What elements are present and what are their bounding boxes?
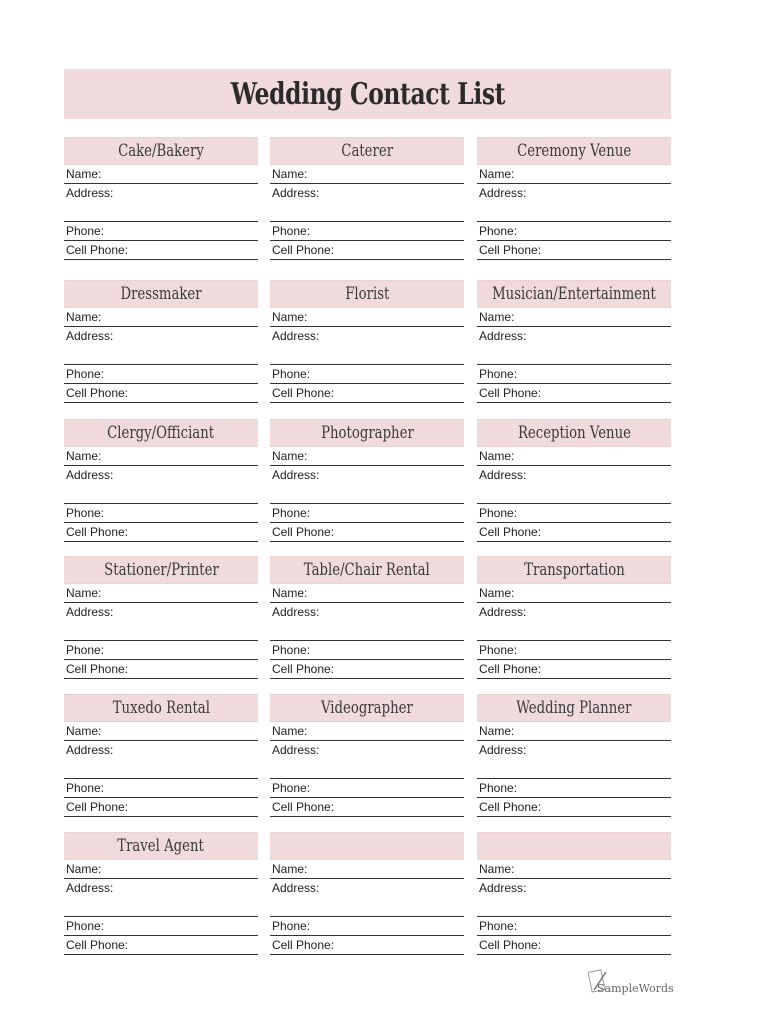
card-header: [477, 280, 671, 308]
name-field[interactable]: Name:: [270, 447, 464, 466]
cell-phone-field[interactable]: Cell Phone:: [477, 660, 671, 679]
contact-card: [270, 419, 464, 542]
card-title: Florist: [344, 284, 390, 304]
card-title: Reception Venue: [517, 423, 631, 443]
address-field[interactable]: Address:: [477, 879, 671, 917]
address-field[interactable]: Address:: [477, 327, 671, 365]
cell-phone-field[interactable]: Cell Phone:: [477, 798, 671, 817]
phone-field[interactable]: Phone:: [64, 641, 258, 660]
cell-phone-field[interactable]: Cell Phone:: [64, 660, 258, 679]
card-header: [270, 694, 464, 722]
card-title: Cake/Bakery: [118, 141, 204, 161]
contact-card: [270, 137, 464, 260]
card-title: Wedding Planner: [516, 698, 632, 718]
name-field[interactable]: Name:: [270, 860, 464, 879]
page-title: Wedding Contact List: [230, 76, 505, 112]
card-header: [270, 832, 464, 860]
phone-field[interactable]: Phone:: [270, 779, 464, 798]
address-field[interactable]: Address:: [477, 184, 671, 222]
name-field[interactable]: Name:: [64, 584, 258, 603]
phone-field[interactable]: Phone:: [64, 779, 258, 798]
address-field[interactable]: Address:: [64, 879, 258, 917]
address-field[interactable]: Address:: [64, 184, 258, 222]
contact-card: [64, 137, 258, 260]
address-field[interactable]: Address:: [477, 466, 671, 504]
sample-words-logo: [588, 970, 674, 998]
address-field[interactable]: Address:: [270, 184, 464, 222]
cell-phone-field[interactable]: Cell Phone:: [270, 936, 464, 955]
address-field[interactable]: Address:: [64, 466, 258, 504]
cell-phone-field[interactable]: Cell Phone:: [477, 936, 671, 955]
phone-field[interactable]: Phone:: [270, 917, 464, 936]
address-field[interactable]: Address:: [270, 741, 464, 779]
phone-field[interactable]: Phone:: [477, 641, 671, 660]
contact-card: [64, 280, 258, 403]
address-field[interactable]: Address:: [270, 327, 464, 365]
phone-field[interactable]: Phone:: [477, 917, 671, 936]
name-field[interactable]: Name:: [270, 165, 464, 184]
contact-card: [64, 832, 258, 955]
address-field[interactable]: Address:: [270, 603, 464, 641]
card-header: [64, 694, 258, 722]
name-field[interactable]: Name:: [477, 165, 671, 184]
cell-phone-field[interactable]: Cell Phone:: [64, 936, 258, 955]
card-header: [64, 419, 258, 447]
address-field[interactable]: Address:: [270, 466, 464, 504]
card-header: [477, 419, 671, 447]
cell-phone-field[interactable]: Cell Phone:: [64, 523, 258, 542]
name-field[interactable]: Name:: [477, 308, 671, 327]
card-title: Tuxedo Rental: [112, 698, 210, 718]
contact-card: [64, 419, 258, 542]
card-header: [477, 832, 671, 860]
name-field[interactable]: Name:: [64, 165, 258, 184]
card-title: Caterer: [341, 141, 393, 161]
card-title: Transportation: [523, 560, 625, 580]
phone-field[interactable]: Phone:: [64, 504, 258, 523]
contact-card: [270, 832, 464, 955]
cell-phone-field[interactable]: Cell Phone:: [477, 241, 671, 260]
name-field[interactable]: Name:: [477, 860, 671, 879]
phone-field[interactable]: Phone:: [64, 917, 258, 936]
card-header: [270, 137, 464, 165]
phone-field[interactable]: Phone:: [477, 779, 671, 798]
name-field[interactable]: Name:: [64, 722, 258, 741]
cell-phone-field[interactable]: Cell Phone:: [270, 384, 464, 403]
card-title: Musician/Entertainment: [492, 284, 656, 304]
cell-phone-field[interactable]: Cell Phone:: [270, 523, 464, 542]
contact-card: [477, 694, 671, 817]
address-field[interactable]: Address:: [477, 603, 671, 641]
phone-field[interactable]: Phone:: [64, 365, 258, 384]
name-field[interactable]: Name:: [477, 584, 671, 603]
card-header: [64, 556, 258, 584]
cell-phone-field[interactable]: Cell Phone:: [270, 798, 464, 817]
card-header: [64, 280, 258, 308]
name-field[interactable]: Name:: [64, 860, 258, 879]
card-title: Clergy/Officiant: [107, 423, 215, 443]
contact-card: [477, 419, 671, 542]
card-title: Travel Agent: [117, 836, 205, 856]
address-field[interactable]: Address:: [477, 741, 671, 779]
phone-field[interactable]: Phone:: [477, 222, 671, 241]
phone-field[interactable]: Phone:: [477, 365, 671, 384]
name-field[interactable]: Name:: [64, 447, 258, 466]
contact-card: [270, 280, 464, 403]
cell-phone-field[interactable]: Cell Phone:: [64, 798, 258, 817]
phone-field[interactable]: Phone:: [270, 365, 464, 384]
contact-card: [270, 694, 464, 817]
contact-card: [64, 556, 258, 679]
contact-card: [270, 556, 464, 679]
phone-field[interactable]: Phone:: [270, 504, 464, 523]
phone-field[interactable]: Phone:: [270, 222, 464, 241]
phone-field[interactable]: Phone:: [270, 641, 464, 660]
card-title: Photographer: [320, 423, 414, 443]
title-banner: [64, 69, 671, 119]
card-header: [477, 556, 671, 584]
phone-field[interactable]: Phone:: [477, 504, 671, 523]
address-field[interactable]: Address:: [64, 741, 258, 779]
name-field[interactable]: Name:: [270, 308, 464, 327]
card-header: [64, 137, 258, 165]
card-title: Dressmaker: [120, 284, 202, 304]
contact-card: [477, 280, 671, 403]
logo-text: SampleWords: [597, 982, 674, 995]
cell-phone-field[interactable]: Cell Phone:: [64, 384, 258, 403]
address-field[interactable]: Address:: [270, 879, 464, 917]
contact-card: [64, 694, 258, 817]
card-title: Ceremony Venue: [516, 141, 632, 161]
cell-phone-field[interactable]: Cell Phone:: [270, 241, 464, 260]
address-field[interactable]: Address:: [64, 603, 258, 641]
card-header: [477, 694, 671, 722]
contact-card: [477, 556, 671, 679]
card-title: Stationer/Printer: [103, 560, 219, 580]
name-field[interactable]: Name:: [477, 447, 671, 466]
name-field[interactable]: Name:: [64, 308, 258, 327]
phone-field[interactable]: Phone:: [64, 222, 258, 241]
card-header: [64, 832, 258, 860]
contact-card: [477, 137, 671, 260]
card-header: [270, 556, 464, 584]
name-field[interactable]: Name:: [270, 584, 464, 603]
card-header: [270, 280, 464, 308]
cell-phone-field[interactable]: Cell Phone:: [477, 384, 671, 403]
name-field[interactable]: Name:: [270, 722, 464, 741]
address-field[interactable]: Address:: [64, 327, 258, 365]
name-field[interactable]: Name:: [477, 722, 671, 741]
cell-phone-field[interactable]: Cell Phone:: [477, 523, 671, 542]
contact-card: [477, 832, 671, 955]
card-title: Videographer: [321, 698, 413, 718]
cell-phone-field[interactable]: Cell Phone:: [64, 241, 258, 260]
card-header: [270, 419, 464, 447]
card-title: Table/Chair Rental: [303, 560, 430, 580]
card-header: [477, 137, 671, 165]
cell-phone-field[interactable]: Cell Phone:: [270, 660, 464, 679]
